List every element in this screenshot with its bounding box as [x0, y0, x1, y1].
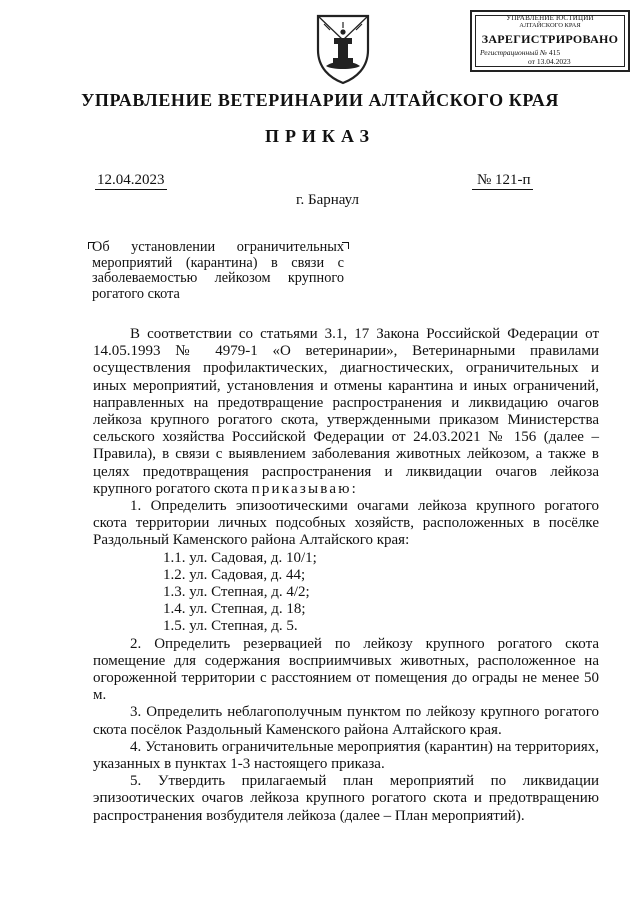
stamp-date-label: от: [528, 57, 535, 66]
document-body: [93, 326, 599, 825]
preamble-order-word: приказываю:: [251, 480, 359, 497]
paragraph-1: 1. Определить эпизоотическими очагами лейкоза крупного рогатого скота территории личных подсобных хозяйств, расположенных в посёлке Раздольный Каменского района Алтайского края:: [93, 498, 599, 549]
document-city: г. Барнаул: [296, 192, 359, 208]
document-date: 12.04.2023: [97, 172, 165, 188]
stamp-reg-number: 415: [548, 48, 561, 57]
preamble-text: В соответствии со статьями 3.1, 17 Закона Российской Федерации от 14.05.1993 № 4979-1 «О ветеринарии», Ветеринарными правилами осуществления профилактических, диагностических, ограничительных и иных мероприятий, установления и отмены карантина и иных ограничений, направленных на предотвращение распространения и ликвидацию очагов лейкоза крупного рогатого скота, утвержденными приказом Министерства сельского хозяйства Российской Федерации от 24.03.2021 № 156 (далее – Правила), в связи с выявлением заболевания животных лейкозом, а также в целях предотвращения распространения и ликвидации очагов лейкоза крупного рогатого скота: [93, 326, 599, 497]
stamp-region: АЛТАЙСКОГО КРАЯ: [519, 22, 581, 29]
stamp-date-line: [528, 58, 571, 66]
stamp-date-value: 13.04.2023: [536, 57, 571, 66]
list-item: 1.2. ул. Садовая, д. 44;: [163, 566, 306, 583]
document-type: ПРИКАЗ: [264, 126, 376, 146]
document-subject: Об установлении ограничительных мероприятий (карантина) в связи с заболеваемостью лейкозом крупного рогатого скота: [92, 239, 344, 302]
paragraph-3: 3. Определить неблагополучным пунктом по лейкозу крупного рогатого скота посёлок Раздольный Каменского района Алтайского края.: [93, 704, 599, 738]
paragraph-4: 4. Установить ограничительные мероприятия (карантин) на территориях, указанных в пунктах 1-3 настоящего приказа.: [93, 738, 599, 773]
paragraph-5: 5. Утвердить прилагаемый план мероприятий по ликвидации эпизоотических очагов лейкоза крупного рогатого скота и предотвращению распространения возбудителя лейкоза (далее – План мероприятий).: [93, 773, 599, 824]
paragraph-2: 2. Определить резервацией по лейкозу крупного рогатого скота помещение для содержания восприимчивых животных, расположенное на огороженной территории с расстоянием от помещения до ограды не менее 50 м.: [93, 635, 599, 704]
organization-name: УПРАВЛЕНИЕ ВЕТЕРИНАРИИ АЛТАЙСКОГО КРАЯ: [81, 90, 559, 110]
stamp-status: ЗАРЕГИСТРИРОВАНО: [481, 32, 619, 46]
document-number: № 121-п: [472, 172, 533, 190]
list-item: 1.3. ул. Степная, д. 4/2;: [163, 584, 310, 601]
stamp-reg-label: Регистрационный №: [480, 48, 548, 57]
coat-of-arms-emblem: [312, 10, 374, 86]
list-item: 1.4. ул. Степная, д. 18;: [163, 601, 306, 618]
list-item: 1.5. ул. Степная, д. 5.: [163, 618, 298, 635]
stamp-reg-number-line: [480, 49, 560, 57]
preamble-paragraph: [93, 326, 599, 498]
stamp-authority: УПРАВЛЕНИЕ ЮСТИЦИИ: [506, 14, 594, 22]
list-item: 1.1. ул. Садовая, д. 10/1;: [163, 549, 317, 566]
registration-stamp: [470, 10, 630, 72]
